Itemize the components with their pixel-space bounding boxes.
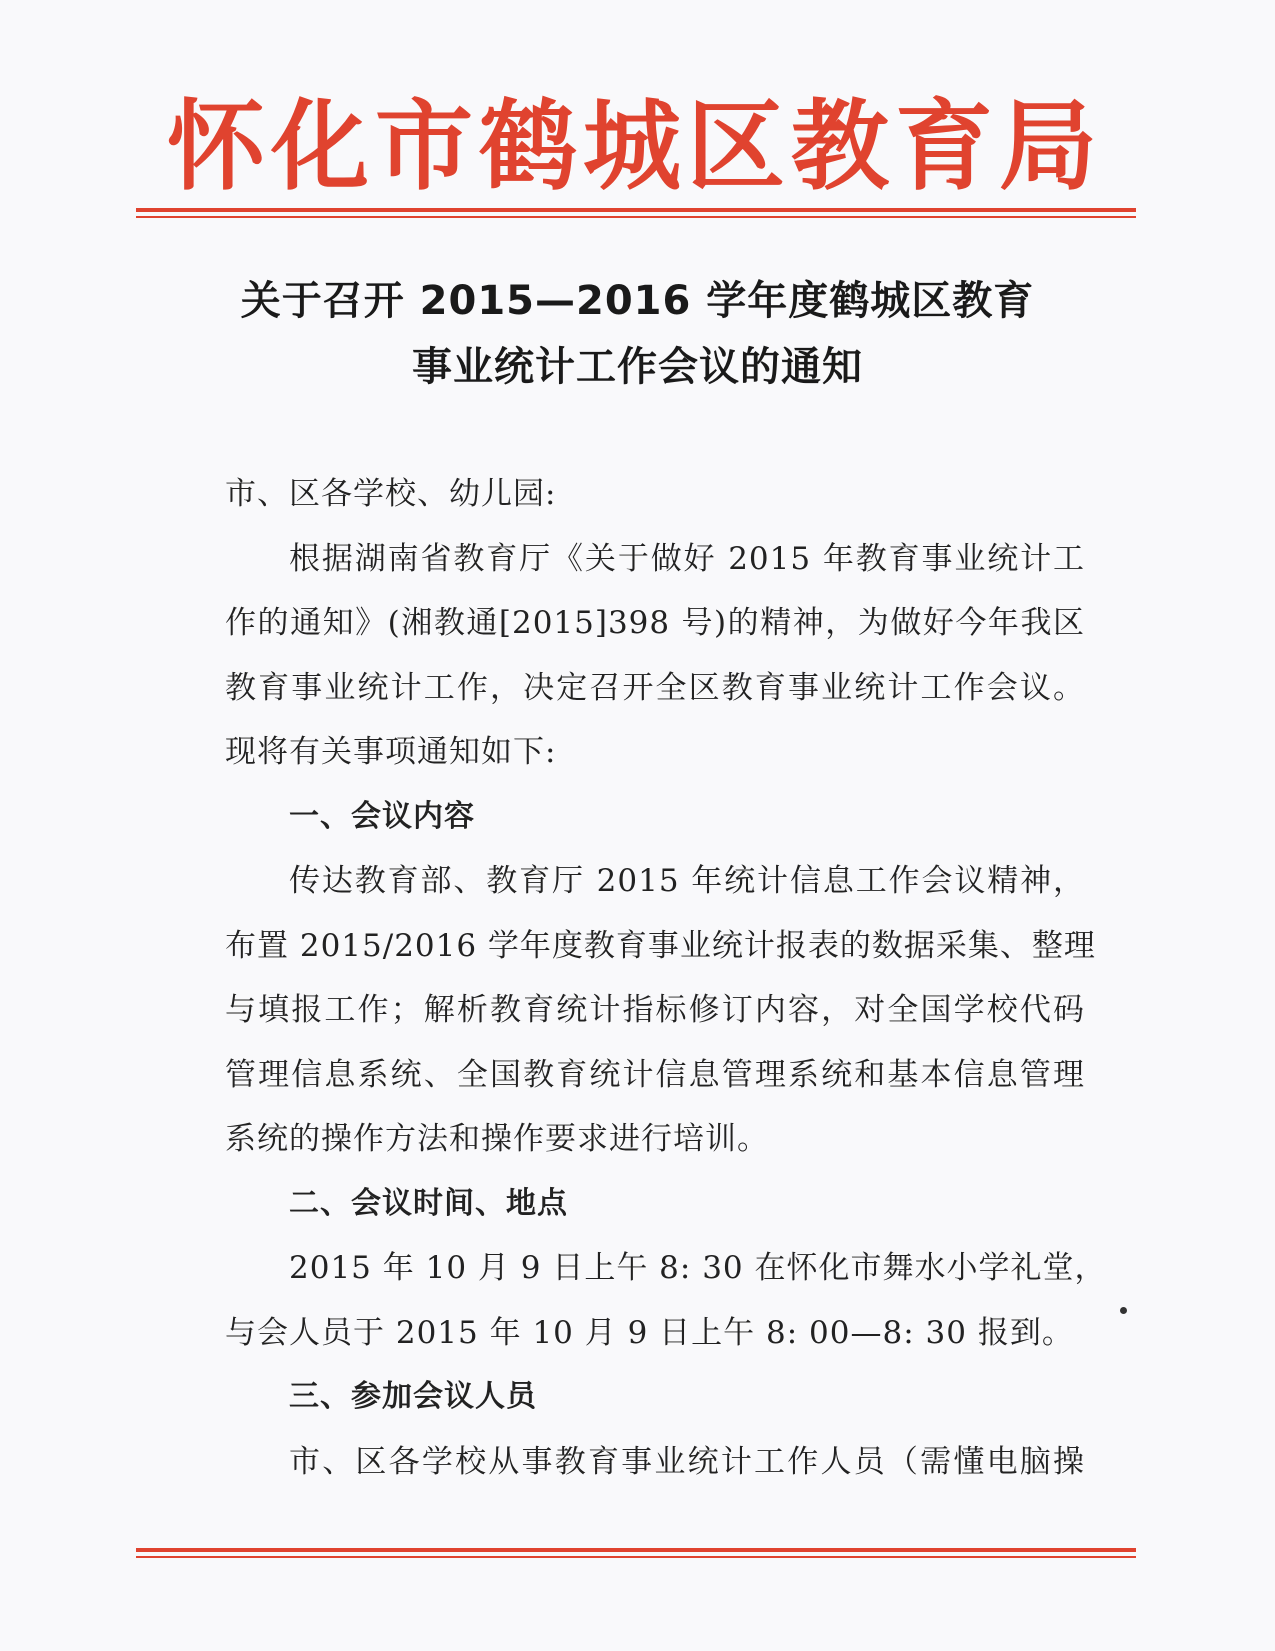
- paragraph-2-line-4: 管理信息系统、全国教育统计信息管理系统和基本信息管理: [225, 1056, 1085, 1093]
- scan-speck: [1120, 1307, 1127, 1314]
- section-3-heading: 三、参加会议人员: [289, 1379, 537, 1414]
- paragraph-1-line-3: 教育事业统计工作，决定召开全区教育事业统计工作会议。: [225, 669, 1085, 706]
- paragraph-1-line-1: 根据湖南省教育厅《关于做好 2015 年教育事业统计工: [289, 540, 1085, 577]
- document-body: [225, 462, 1107, 1494]
- salutation: 市、区各学校、幼儿园:: [225, 476, 557, 512]
- paragraph-2-line-3: 与填报工作；解析教育统计指标修订内容，对全国学校代码: [225, 992, 1085, 1028]
- document-title-line-1: 关于召开 2015—2016 学年度鹤城区教育: [240, 278, 1035, 324]
- footer-rule-thin: [136, 1556, 1136, 1558]
- red-rule-thick: [136, 208, 1136, 212]
- paragraph-1-line-4: 现将有关事项通知如下:: [225, 734, 557, 770]
- section-2-heading: 二、会议时间、地点: [289, 1185, 568, 1221]
- paragraph-3-line-2: 与会人员于 2015 年 10 月 9 日上午 8: 00—8: 30 报到。: [225, 1314, 1074, 1351]
- red-rule-thin: [136, 216, 1136, 218]
- footer-rule-thick: [136, 1548, 1136, 1552]
- paragraph-2-line-5: 系统的操作方法和操作要求进行培训。: [225, 1121, 769, 1157]
- document-title-line-2: 事业统计工作会议的通知: [412, 344, 863, 390]
- paragraph-4-line-1: 市、区各学校从事教育事业统计工作人员（需懂电脑操: [289, 1443, 1085, 1480]
- section-1-heading: 一、会议内容: [289, 798, 475, 834]
- paragraph-2-line-2: 布置 2015/2016 学年度教育事业统计报表的数据采集、整理: [225, 927, 1096, 964]
- paragraph-1-line-2: 作的通知》(湘教通[2015]398 号)的精神，为做好今年我区: [225, 605, 1085, 641]
- document-title: [150, 268, 1125, 400]
- paragraph-2-line-1: 传达教育部、教育厅 2015 年统计信息工作会议精神，: [289, 863, 1085, 899]
- paragraph-3-line-1: 2015 年 10 月 9 日上午 8: 30 在怀化市舞水小学礼堂，: [289, 1250, 1107, 1286]
- masthead-title: 怀化市鹤城区教育局: [166, 89, 1103, 204]
